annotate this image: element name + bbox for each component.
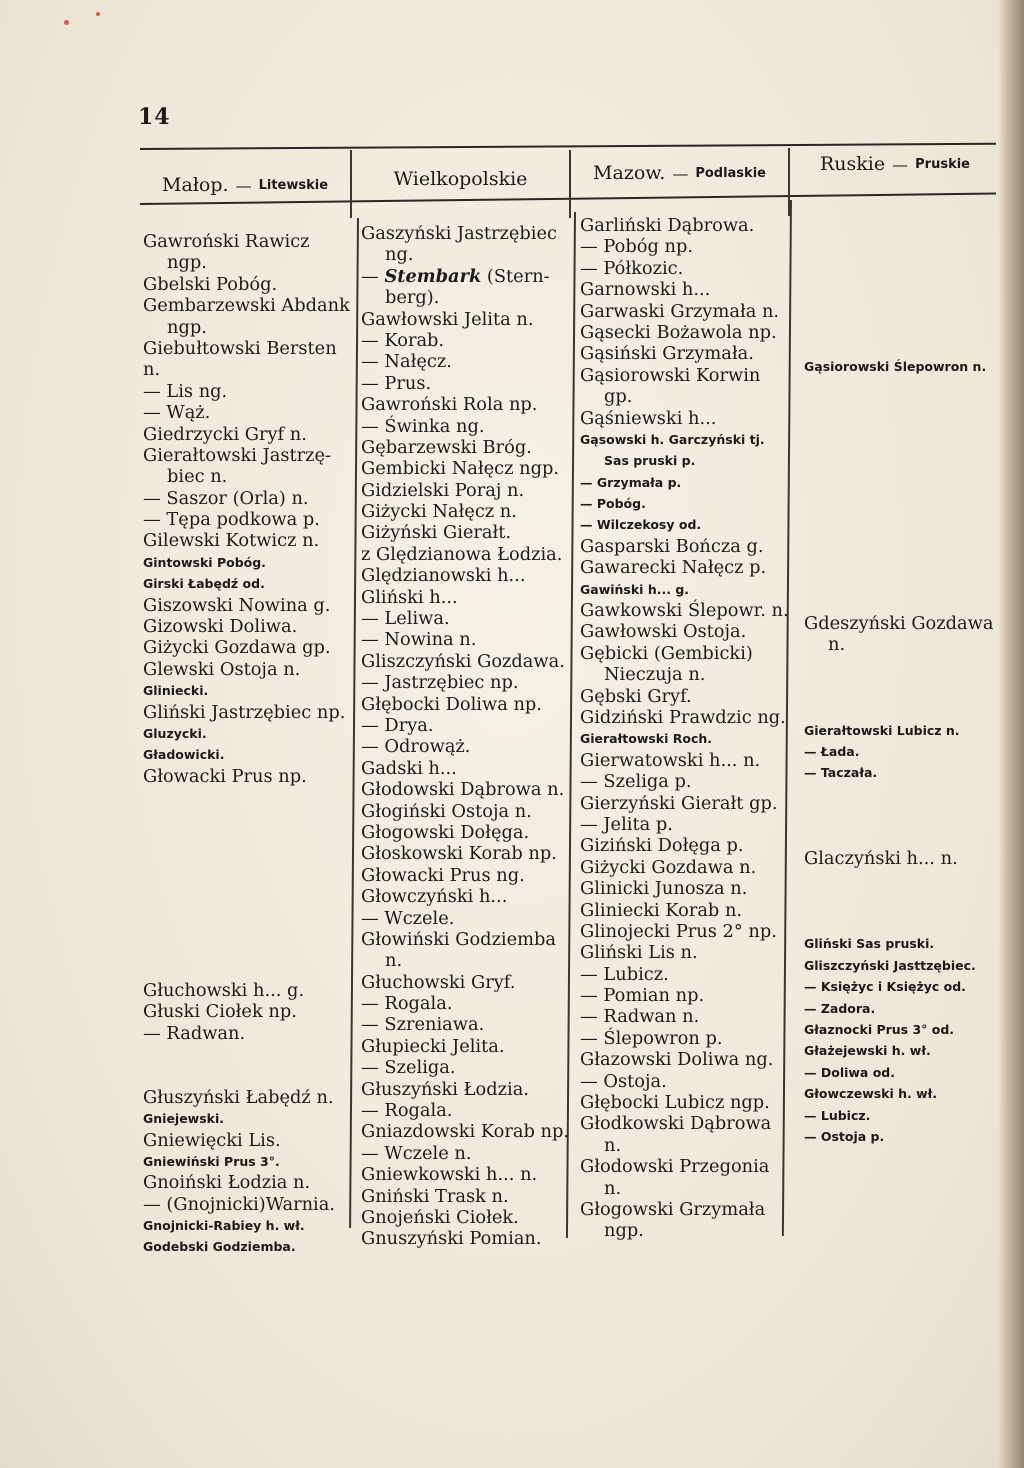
surname-entry: Gbelski Pobóg. [143,273,278,295]
surname-entry: — Szeliga. [361,1057,456,1079]
column-header [140,162,350,208]
surname-entry: — Jelita p. [580,813,673,835]
surname-entry: Głowacki Prus ng. [361,864,525,886]
surname-entry: Gintowski Pobóg. [143,554,266,570]
surname-entry: Głowczyński h... [361,886,508,908]
surname-entry: Gdeszyński Gozdawa [804,612,994,634]
surname-entry: — Saszor (Orla) n. [143,487,309,509]
surname-entry: Glinojecki Prus 2° np. [580,920,777,942]
surname-entry: Gasparski Bończa g. [580,535,764,557]
surname-entry: Gawroński Rawicz [143,231,310,252]
surname-entry: Głuchowski h... g. [143,979,305,1001]
surname-entry: — Jastrzębiec np. [361,672,519,694]
surname-entry: Gawarecki Nałęcz p. [580,557,767,579]
column-header-sub: Pruskie [915,156,970,172]
column-header-main: Małop. [161,174,229,196]
surname-entry: — Szreniawa. [361,1014,485,1036]
surname-entry: Głowiński Godziemba [361,928,556,950]
column-spacer [143,1044,357,1087]
ink-spot [96,12,100,16]
surname-entry: Głuchowski Gryf. [361,971,516,993]
surname-entry: — Łada. [804,743,860,759]
surname-entry: Gąsiorowski Ślepowron n. [804,358,987,374]
surname-entry: — Taczała. [804,765,878,781]
surname-entry: Głazowski Doliwa ng. [580,1049,774,1071]
surname-entry: — Radwan. [143,1022,246,1044]
surname-entry: — Pomian np. [580,985,705,1007]
column-header [790,141,1000,187]
surname-entry: — Ostoja p. [804,1129,885,1144]
header-dash: — [235,175,252,195]
surname-entry: — Wczele n. [361,1142,472,1164]
surname-entry: ngp. [167,252,207,274]
surname-entry: Gąsowski h. Garczyński tj. [580,431,765,447]
surname-entry: Garnowski h... [580,279,711,301]
surname-entry: Gluzycki. [143,725,207,741]
surname-entry: — Stembark (Stern- [361,265,550,287]
surname-entry: Garliński Dąbrowa. [580,215,755,236]
surname-entry: Giżycki Nałęcz n. [361,501,517,523]
surname-entry: Glinicki Junosza n. [580,878,748,900]
surname-entry: Głodkowski Dąbrowa [580,1113,772,1135]
surname-entry: Gliszczyński Jasttzębiec. [804,957,976,973]
surname-entry: biec n. [167,466,228,488]
surname-entry: ngp. [167,316,207,338]
surname-entry: Gierałtowski Jastrzę- [143,444,331,466]
column-spacer [804,206,1009,356]
surname-entry: Gniewięcki Lis. [143,1129,281,1151]
surname-entry: Gniewiński Prus 3°. [143,1153,280,1169]
surname-entry: Głodowski Dąbrowa n. [361,779,565,801]
surname-entry: — Wczele. [361,907,455,929]
surname-entry: — Pobóg. [580,496,646,512]
surname-entry: Głuski Ciołek np. [143,1001,297,1023]
surname-entry: Gierwatowski h... n. [580,749,761,771]
surname-entry: Głuszyński Łabędź n. [143,1086,334,1108]
column-spacer [804,869,1009,933]
surname-entry: Gembicki Nałęcz ngp. [361,458,560,480]
surname-entry: — Ostoja. [580,1070,667,1092]
surname-entry: Gniazdowski Korab np. [361,1121,569,1143]
surname-entry: Głogowski Dołęga. [361,821,530,843]
surname-entry: Głażejewski h. wł. [804,1043,931,1059]
surname-entry: Głogowski Grzymała [580,1198,766,1220]
surname-entry: Gierzyński Gierałt gp. [580,792,778,814]
surname-entry: Gąśniewski h... [580,407,717,429]
surname-entry: — Księżyc i Księżyc od. [804,979,966,995]
surname-entry: — Tępa podkowa p. [143,509,320,531]
surname-entry: Głuszyński Łodzia. [361,1078,529,1100]
surname-entry: Giżyński Gierałt. [361,522,512,544]
header-dash: — [892,154,909,174]
surname-entry: Głogiński Ostoja n. [361,800,532,822]
surname-entry: Gliński Jastrzębiec np. [143,701,346,723]
column-spacer [804,784,1009,848]
surname-entry: — Lubicz. [580,963,669,985]
surname-entry: Gadski h... [361,757,457,779]
surname-entry: Gnojeński Ciołek. [361,1206,519,1228]
surname-entry: Gembarzewski Abdank [143,295,350,317]
surname-entry: Gąsecki Bożawola np. [580,321,777,343]
surname-entry: Godebski Godziemba. [143,1239,296,1255]
surname-entry: Gębski Gryf. [580,685,692,707]
surname-entry: Giziński Dołęga p. [580,835,744,857]
surname-entry: Gnuszyński Pomian. [361,1228,542,1250]
surname-entry: Gębarzewski Bróg. [361,436,532,458]
column-ruskie-pruskie [804,206,1009,1147]
surname-entry: Gliński Sas pruski. [804,936,935,952]
column-malopolskie-litewskie [143,231,357,1258]
surname-entry: — Rogala. [361,1100,453,1122]
surname-entry: Garwaski Grzymała n. [580,300,780,322]
surname-entry: Gilewski Kotwicz n. [143,530,320,552]
surname-entry: Sas pruski p. [604,453,696,469]
surname-entry: Nieczuja n. [604,664,706,686]
surname-entry: n. [828,633,846,655]
surname-entry: — Odrowąż. [361,736,471,758]
surname-entry: Gniewkowski h... n. [361,1164,538,1186]
surname-entry: — Wilczekosy od. [580,517,702,533]
surname-entry: Giszowski Nowina g. [143,594,331,616]
header-dash: — [672,163,689,183]
surname-entry: Giżycki Gozdawa gp. [143,637,331,659]
surname-entry: — (Gnojnicki)Warnia. [143,1193,335,1215]
surname-entry: Gierałtowski Roch. [580,731,713,747]
surname-entry: Gnoiński Łodzia n. [143,1172,311,1194]
surname-entry: — Wąż. [143,402,211,424]
surname-entry: Głoskowski Korab np. [361,843,557,865]
surname-entry: Gnojnicki-Rabiey h. wł. [143,1218,305,1234]
surname-entry: gp. [604,386,633,408]
surname-entry: Gidzielski Poraj n. [361,479,525,501]
surname-entry: — Pobóg np. [580,236,693,258]
surname-entry: — Półkozic. [580,257,684,279]
surname-entry: — Drya. [361,714,434,736]
surname-entry: n. [143,359,161,381]
surname-entry: Gąsiorowski Korwin [580,364,761,386]
surname-entry: Gawiński h... g. [580,581,690,597]
column-header [352,156,569,202]
surname-entry: — Prus. [361,372,432,394]
surname-entry: — Nałęcz. [361,351,452,373]
surname-entry: Gliniecki. [143,683,209,699]
surname-entry: Głowacki Prus np. [143,765,307,787]
surname-entry: Glaczyński h... n. [804,847,958,869]
surname-entry: Giedrzycki Gryf n. [143,423,307,445]
surname-entry: n. [604,1134,622,1156]
column-wielkopolskie [361,223,574,1250]
surname-entry: Glewski Ostoja n. [143,658,301,680]
ink-spot [64,20,69,25]
surname-entry: Gliński Lis n. [580,942,698,964]
surname-entry: — Korab. [361,329,445,351]
surname-entry: Gawłowski Ostoja. [580,621,747,643]
surname-entry: Gliński h... [361,586,458,608]
surname-entry: — Szeliga p. [580,771,692,793]
surname-entry: Gliszczyński Gozdawa. [361,650,565,672]
surname-entry: Gawłowski Jelita n. [361,308,534,330]
surname-entry: — Lubicz. [804,1107,871,1123]
surname-entry: Gąsiński Grzymała. [580,343,754,365]
surname-entry: — Ślepowron p. [580,1027,723,1049]
surname-entry: — Doliwa od. [804,1064,896,1080]
surname-entry: Głębocki Lubicz ngp. [580,1092,770,1114]
surname-entry: Girski Łabędź od. [143,576,265,592]
surname-entry: — Rogala. [361,993,453,1015]
surname-entry: berg). [385,287,440,309]
surname-entry: — Nowina n. [361,629,477,651]
surname-entry: — Leliwa. [361,608,450,630]
surname-entry: — Radwan n. [580,1006,700,1028]
surname-entry: Gierałtowski Lubicz n. [804,722,960,738]
column-header-sub: Litewskie [258,177,329,193]
surname-entry: Gębicki (Gembicki) [580,642,753,664]
column-spacer [804,377,1009,612]
surname-entry: Gawkowski Ślepowr. n. [580,600,789,622]
surname-entry: n. [604,1177,622,1199]
column-header-main: Wielkopolskie [393,168,528,190]
column-spacer [143,787,357,980]
surname-entry: Gliniecki Korab n. [580,899,743,921]
surname-entry: z Ględzianowa Łodzia. [361,543,563,565]
surname-entry: Głowczewski h. wł. [804,1086,938,1102]
surname-entry: Gawroński Rola np. [361,394,538,416]
surname-entry: — Lis ng. [143,380,228,402]
surname-entry: — Grzymała p. [580,474,682,490]
surname-entry: Gidziński Prawdzic ng. [580,706,786,728]
surname-entry: Gniejewski. [143,1111,225,1127]
surname-entry: ng. [385,244,414,266]
surname-entry: — Świnka ng. [361,415,485,437]
surname-entry: Giebułtowski Bersten [143,337,337,359]
column-mazowieckie-podlaskie [580,215,792,1242]
surname-entry: n. [385,950,403,972]
surname-entry: Gizowski Doliwa. [143,616,298,638]
surname-entry: Ględzianowski h... [361,565,526,587]
surname-entry: Gniński Trask n. [361,1185,509,1207]
surname-entry: Gaszyński Jastrzębiec [361,223,557,244]
surname-entry: Gładowicki. [143,747,225,763]
column-header-main: Mazow. [593,162,666,184]
surname-entry: Giżycki Gozdawa n. [580,856,757,878]
surname-entry: Głaznocki Prus 3° od. [804,1022,955,1038]
surname-entry: ngp. [604,1220,644,1242]
surname-entry: — Zadora. [804,1000,876,1016]
column-spacer [804,655,1009,719]
surname-entry: Głodowski Przegonia [580,1156,770,1178]
page-number: 14 [138,104,171,130]
column-header [571,150,788,196]
column-header-sub: Podlaskie [695,165,766,181]
surname-entry: Głupiecki Jelita. [361,1035,505,1057]
column-header-main: Ruskie [820,153,886,175]
surname-entry: Głębocki Doliwa np. [361,693,542,715]
